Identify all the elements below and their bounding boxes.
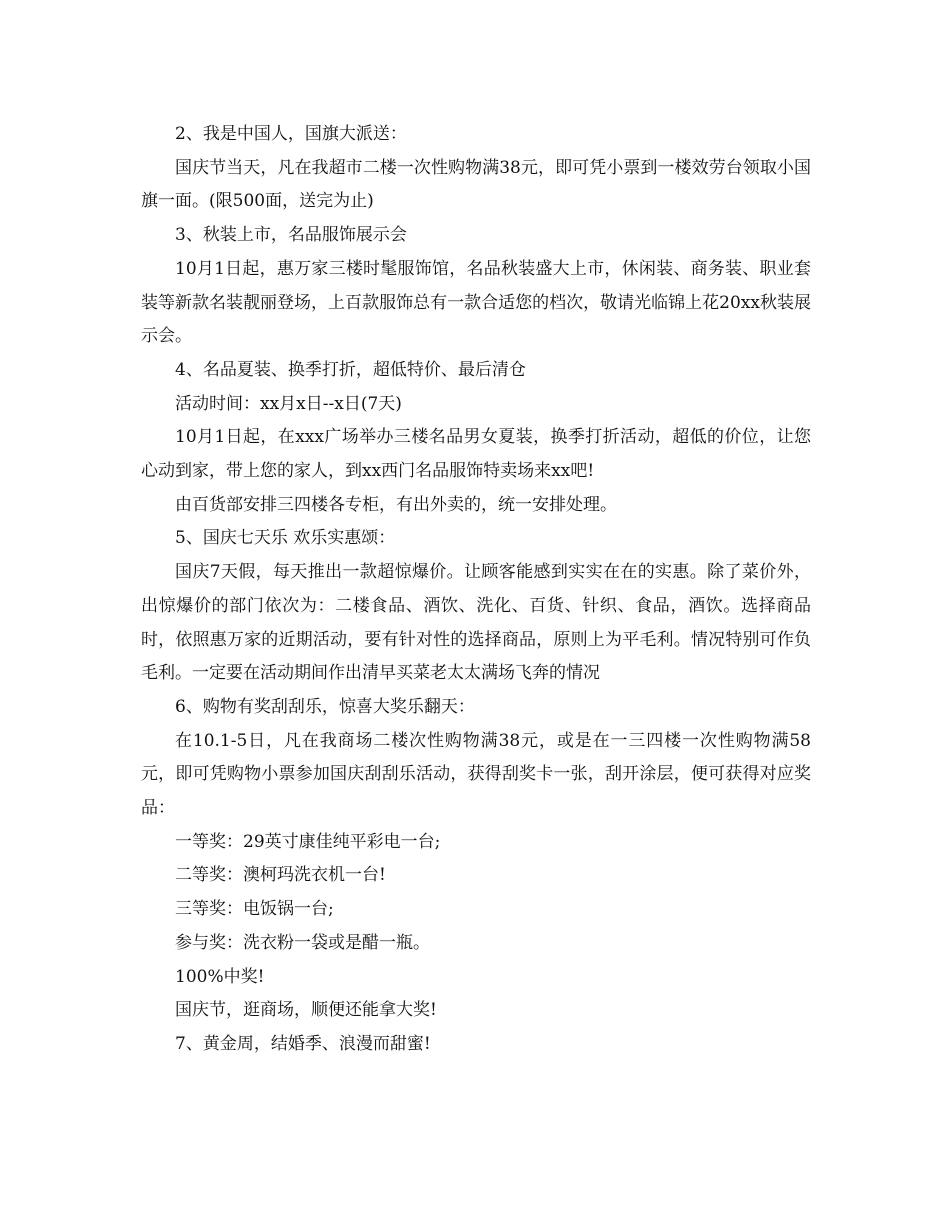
document-body bbox=[141, 118, 811, 1062]
paragraph-autumn-fashion: 10月1日起，惠万家三楼时髦服饰馆，名品秋装盛大上市，休闲装、商务装、职业套装等新款名装靓丽登场，上百款服饰总有一款合适您的档次，敬请光临锦上花20xx秋装展示会。 bbox=[141, 258, 811, 347]
prize-third: 三等奖：电饭锅一台; bbox=[175, 899, 334, 920]
paragraph-flag-giveaway: 国庆节当天，凡在我超市二楼一次性购物满38元，即可凭小票到一楼效劳台领取小国旗一面。(限500面，送完为止) bbox=[141, 157, 811, 212]
prize-participation: 参与奖：洗衣粉一袋或是醋一瓶。 bbox=[175, 932, 430, 953]
prize-first: 一等奖：29英寸康佳纯平彩电一台; bbox=[175, 831, 441, 852]
paragraph-guaranteed-win: 100%中奖! bbox=[175, 966, 265, 987]
paragraph-activity-time: 活动时间：xx月x日--x日(7天) bbox=[175, 393, 402, 414]
paragraph-summer-clearance: 10月1日起，在xxx广场举办三楼名品男女夏装，换季打折活动，超低的价位，让您心动到家，带上您的家人，到xx西门名品服饰特卖场来xx吧! bbox=[141, 427, 811, 482]
prize-second: 二等奖：澳柯玛洗衣机一台! bbox=[175, 865, 386, 886]
heading-golden-week: 7、黄金周，结婚季、浪漫而甜蜜! bbox=[175, 1033, 431, 1054]
heading-autumn-fashion: 3、秋装上市，名品服饰展示会 bbox=[175, 225, 407, 246]
heading-summer-clearance: 4、名品夏装、换季打折，超低特价、最后清仓 bbox=[175, 359, 526, 380]
paragraph-scratch-lottery: 在10.1-5日，凡在我商场二楼次性购物满38元，或是在一三四楼一次性购物满58元，即可凭购物小票参加国庆刮刮乐活动，获得刮奖卡一张，刮开涂层，便可获得对应奖品： bbox=[141, 730, 811, 819]
paragraph-department-arrangement: 由百货部安排三四楼各专柜，有出外卖的，统一安排处理。 bbox=[175, 494, 617, 515]
paragraph-national-day-slogan: 国庆节，逛商场，顺便还能拿大奖! bbox=[175, 1000, 437, 1021]
paragraph-seven-days: 国庆7天假，每天推出一款超惊爆价。让顾客能感到实实在在的实惠。除了菜价外，出惊爆价的部门依次为：二楼食品、酒饮、洗化、百货、针织、食品，酒饮。选择商品时，依照惠万家的近期活动，要有针对性的选择商品，原则上为平毛利。情况特别可作负毛利。一定要在活动期间作出清早买菜老太太满场飞奔的情况 bbox=[141, 562, 811, 684]
heading-flag-giveaway: 2、我是中国人，国旗大派送： bbox=[175, 124, 407, 144]
heading-seven-days: 5、国庆七天乐 欢乐实惠颂： bbox=[175, 528, 396, 549]
heading-scratch-lottery: 6、购物有奖刮刮乐，惊喜大奖乐翻天： bbox=[175, 696, 475, 717]
